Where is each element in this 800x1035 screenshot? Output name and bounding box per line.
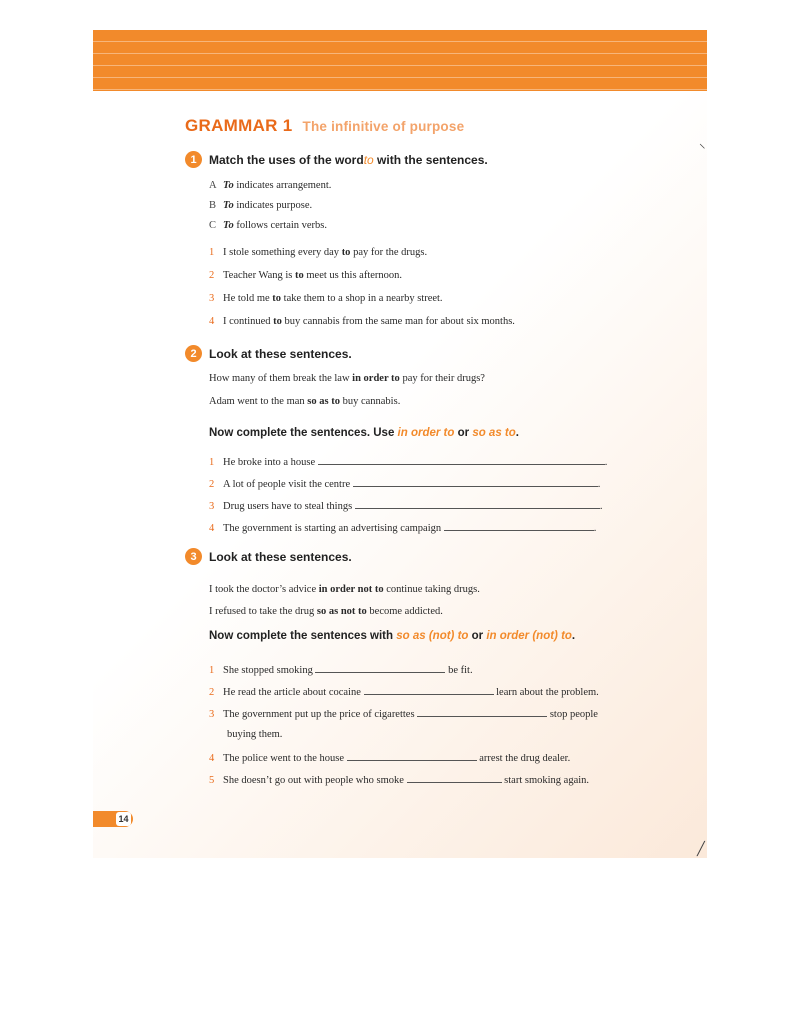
exercise-item (209, 707, 598, 720)
item-number: 2 (209, 687, 215, 698)
end-punct: . (604, 457, 608, 468)
option-text: follows certain verbs. (233, 220, 328, 231)
exercise-item (227, 729, 285, 740)
title-main: GRAMMAR 1 (185, 116, 293, 135)
example-sentence (209, 373, 485, 384)
sentence-text: buy cannabis. (339, 396, 401, 407)
option-letter: A (209, 180, 217, 191)
sentence-text: He told me (223, 293, 273, 304)
exercise-item (209, 663, 473, 676)
item-number: 1 (209, 665, 215, 676)
instruction-text: Match the uses of the word (209, 152, 364, 167)
item-text: stop people (547, 709, 598, 720)
sentence-text: become addicted. (366, 606, 443, 617)
item-text: She doesn’t go out with people who smoke (223, 775, 407, 786)
example-sentence (209, 396, 400, 407)
exercise-item (209, 477, 600, 490)
option-text: indicates arrangement. (233, 180, 332, 191)
subhead-highlight: in order (not) to (486, 630, 572, 642)
exercise-number-badge: 3 (185, 548, 202, 565)
item-number: 2 (209, 270, 215, 281)
option-text: indicates purpose. (233, 200, 313, 211)
subhead-highlight: so as to (472, 427, 516, 439)
item-text: The government is starting an advertising campaign (223, 523, 444, 534)
answer-blank[interactable] (315, 663, 445, 673)
sentence-text: I continued (223, 316, 274, 327)
instruction-text: Look at these sentences. (209, 346, 352, 361)
item-text: be fit. (445, 665, 473, 676)
item-number: 3 (209, 501, 215, 512)
exercise-number-badge: 1 (185, 151, 202, 168)
keyword: to (295, 270, 304, 281)
sentence-text: continue taking drugs. (383, 584, 480, 595)
page-number-tab (93, 811, 133, 827)
subhead-text: or (454, 427, 473, 439)
exercise-3-heading (185, 548, 352, 565)
keyword: in order not to (318, 584, 384, 595)
subhead-text: . (571, 630, 576, 642)
item-number: 5 (209, 775, 215, 786)
item-number: 3 (209, 293, 215, 304)
option-letter: C (209, 220, 217, 231)
example-sentence (209, 606, 443, 617)
keyword: in order to (352, 373, 400, 384)
use-option (209, 200, 312, 211)
sentence-item (209, 293, 443, 304)
item-text: She stopped smoking (223, 665, 316, 676)
item-text: start smoking again. (501, 775, 590, 786)
keyword: To (223, 220, 234, 231)
answer-blank[interactable] (364, 685, 494, 695)
exercise-item (209, 455, 607, 468)
item-text: buying them. (227, 729, 286, 740)
end-punct: . (593, 523, 597, 534)
sentence-text: meet us this afternoon. (303, 270, 403, 281)
exercise-number-badge: 2 (185, 345, 202, 362)
subhead-highlight: so as (not) to (396, 630, 469, 642)
end-punct: . (597, 479, 601, 490)
end-punct: . (599, 501, 603, 512)
exercise-3-subheading (209, 630, 575, 642)
item-text: A lot of people visit the centre (223, 479, 353, 490)
item-number: 3 (209, 709, 215, 720)
keyword: To (223, 200, 234, 211)
keyword: to (273, 316, 282, 327)
item-number: 4 (209, 523, 215, 534)
subhead-text: Now complete the sentences. Use (209, 427, 398, 439)
sentence-text: take them to a shop in a nearby street. (281, 293, 443, 304)
item-text: arrest the drug dealer. (476, 753, 571, 764)
keyword: to (341, 247, 351, 258)
answer-blank[interactable] (407, 773, 502, 783)
item-text: The government put up the price of cigarettes (223, 709, 418, 720)
item-text: He broke into a house (223, 457, 318, 468)
sentence-text: pay for their drugs? (399, 373, 485, 384)
sentence-item (209, 247, 427, 258)
answer-blank[interactable] (355, 499, 600, 509)
example-sentence (209, 584, 480, 595)
exercise-item (209, 751, 570, 764)
exercise-item (209, 521, 596, 534)
use-option (209, 220, 327, 231)
answer-blank[interactable] (444, 521, 594, 531)
header-banner (93, 30, 707, 91)
exercise-2-heading (185, 345, 352, 362)
answer-blank[interactable] (318, 455, 605, 465)
answer-blank[interactable] (347, 751, 477, 761)
subhead-highlight: in order to (397, 427, 455, 439)
sentence-text: I stole something every day (223, 247, 342, 258)
keyword: so as not to (316, 606, 367, 617)
item-number: 1 (209, 247, 215, 258)
subhead-text: . (515, 427, 519, 439)
sentence-item (209, 270, 402, 281)
instruction-text: with the sentences. (373, 152, 488, 167)
corner-mark-bottom: ╱ (697, 842, 705, 857)
answer-blank[interactable] (353, 477, 598, 487)
item-number: 1 (209, 457, 215, 468)
answer-blank[interactable] (417, 707, 547, 717)
item-text: The police went to the house (223, 753, 347, 764)
sentence-text: How many of them break the law (209, 373, 353, 384)
keyword: to (272, 293, 282, 304)
instruction-text: Look at these sentences. (209, 549, 352, 564)
exercise-2-subheading (209, 427, 519, 439)
instruction-highlight: to (363, 152, 374, 167)
item-number: 4 (209, 753, 215, 764)
sentence-text: I took the doctor’s advice (209, 584, 319, 595)
sentence-text: I refused to take the drug (209, 606, 317, 617)
sentence-text: Adam went to the man (209, 396, 308, 407)
exercise-1-heading (185, 151, 488, 168)
item-number: 4 (209, 316, 215, 327)
title-sub: The infinitive of purpose (302, 119, 465, 134)
keyword: so as to (307, 396, 340, 407)
page-number: 14 (116, 812, 131, 826)
use-option (209, 180, 331, 191)
subhead-text: Now complete the sentences with (209, 630, 397, 642)
sentence-item (209, 316, 515, 327)
sentence-text: buy cannabis from the same man for about six months. (281, 316, 515, 327)
sentence-text: Teacher Wang is (223, 270, 295, 281)
keyword: To (223, 180, 234, 191)
subhead-text: or (468, 630, 487, 642)
section-title (185, 116, 464, 136)
exercise-item (209, 685, 599, 698)
exercise-item (209, 773, 589, 786)
sentence-text: pay for the drugs. (350, 247, 428, 258)
item-text: Drug users have to steal things (223, 501, 355, 512)
item-number: 2 (209, 479, 215, 490)
exercise-item (209, 499, 602, 512)
corner-mark-top: ⸌ (699, 142, 706, 157)
item-text: learn about the problem. (493, 687, 599, 698)
option-letter: B (209, 200, 217, 211)
item-text: He read the article about cocaine (223, 687, 364, 698)
